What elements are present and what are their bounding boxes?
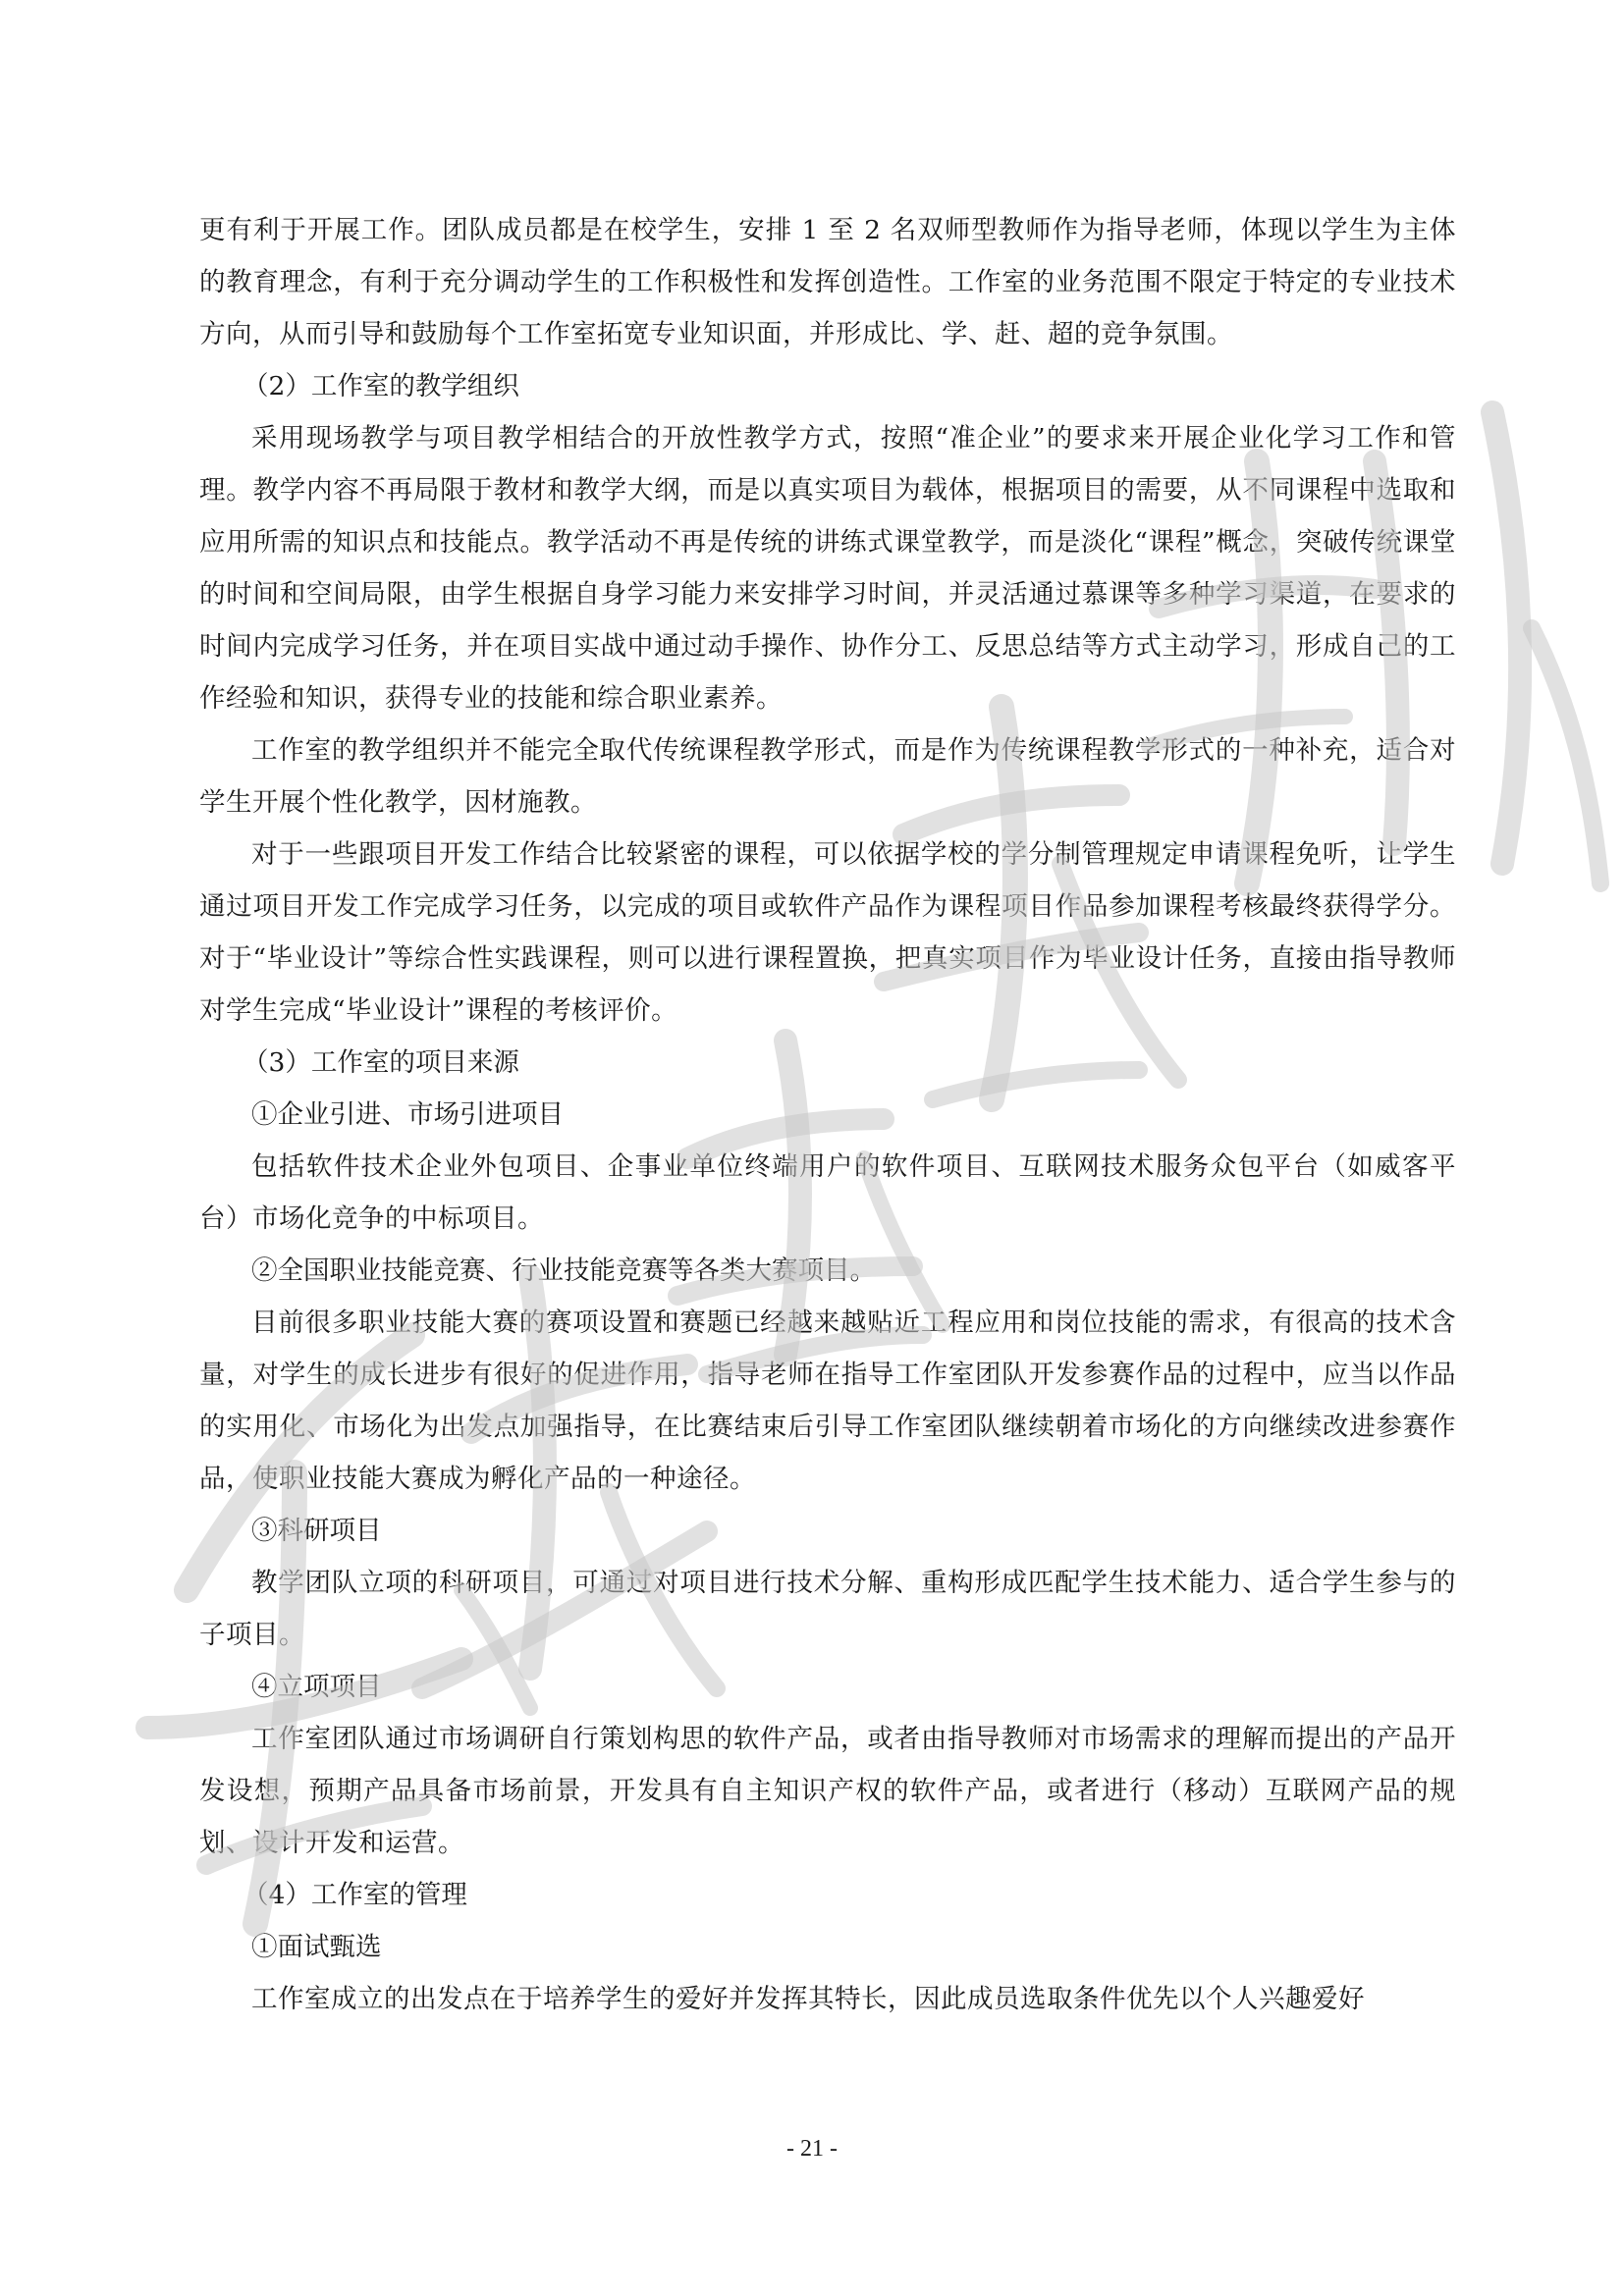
paragraph-9: 工作室成立的出发点在于培养学生的爱好并发挥其特长，因此成员选取条件优先以个人兴趣爱好 [251, 1984, 1365, 2014]
paragraph-2: 采用现场教学与项目教学相结合的开放性教学方式，按照“准企业”的要求来开展企业化学习工作和管理。教学内容不再局限于教材和教学大纲，而是以真实项目为载体，根据项目的需要，从不同课程中选取和应用所需的知识点和技能点。教学活动不再是传统的讲练式课堂教学，而是淡化“课程”概念，突破传统课堂的时间和空间局限，由学生根据自身学习能力来安排学习时间，并灵活通过慕课等多种学习渠道，在要求的时间内完成学习任务，并在项目实战中通过动手操作、协作分工、反思总结等方式主动学习，形成自己的工作经验和知识，获得专业的技能和综合职业素养。 [199, 423, 1456, 714]
paragraph-4: 对于一些跟项目开发工作结合比较紧密的课程，可以依据学校的学分制管理规定申请课程免听，让学生通过项目开发工作完成学习任务，以完成的项目或软件产品作为课程项目作品参加课程考核最终获得学分。对于“毕业设计”等综合性实践课程，则可以进行课程置换，把真实项目作为毕业设计任务，直接由指导教师对学生完成“毕业设计”课程的考核评价。 [199, 839, 1456, 1026]
section-heading-2: （2）工作室的教学组织 [243, 371, 519, 401]
page-body [199, 204, 1456, 2025]
paragraph-7: 教学团队立项的科研项目，可通过对项目进行技术分解、重构形成匹配学生技术能力、适合学生参与的子项目。 [199, 1568, 1456, 1650]
paragraph-5: 包括软件技术企业外包项目、企事业单位终端用户的软件项目、互联网技术服务众包平台（如威客平台）市场化竞争的中标项目。 [199, 1151, 1456, 1234]
subheading-1: ①企业引进、市场引进项目 [251, 1099, 564, 1130]
paragraph-3: 工作室的教学组织并不能完全取代传统课程教学形式，而是作为传统课程教学形式的一种补充，适合对学生开展个性化教学，因材施教。 [199, 735, 1456, 818]
subheading-4: ④立项项目 [251, 1672, 382, 1702]
section-heading-4: （4）工作室的管理 [243, 1880, 467, 1910]
subheading-3: ③科研项目 [251, 1516, 382, 1546]
section-heading-3: （3）工作室的项目来源 [243, 1047, 519, 1078]
subheading-5: ①面试甄选 [251, 1932, 382, 1962]
subheading-2: ②全国职业技能竞赛、行业技能竞赛等各类大赛项目。 [251, 1255, 876, 1286]
paragraph-6: 目前很多职业技能大赛的赛项设置和赛题已经越来越贴近工程应用和岗位技能的需求，有很高的技术含量，对学生的成长进步有很好的促进作用，指导老师在指导工作室团队开发参赛作品的过程中，应当以作品的实用化、市场化为出发点加强指导，在比赛结束后引导工作室团队继续朝着市场化的方向继续改进参赛作品，使职业技能大赛成为孵化产品的一种途径。 [199, 1308, 1456, 1494]
page-number: - 21 - [786, 2136, 838, 2162]
paragraph-1: 更有利于开展工作。团队成员都是在校学生，安排 1 至 2 名双师型教师作为指导老师，体现以学生为主体的教育理念，有利于充分调动学生的工作积极性和发挥创造性。工作室的业务范围不限定于特定的专业技术方向，从而引导和鼓励每个工作室拓宽专业知识面，并形成比、学、赶、超的竞争氛围。 [199, 215, 1456, 349]
paragraph-8: 工作室团队通过市场调研自行策划构思的软件产品，或者由指导教师对市场需求的理解而提出的产品开发设想，预期产品具备市场前景，开发具有自主知识产权的软件产品，或者进行（移动）互联网产品的规划、设计开发和运营。 [199, 1724, 1456, 1858]
